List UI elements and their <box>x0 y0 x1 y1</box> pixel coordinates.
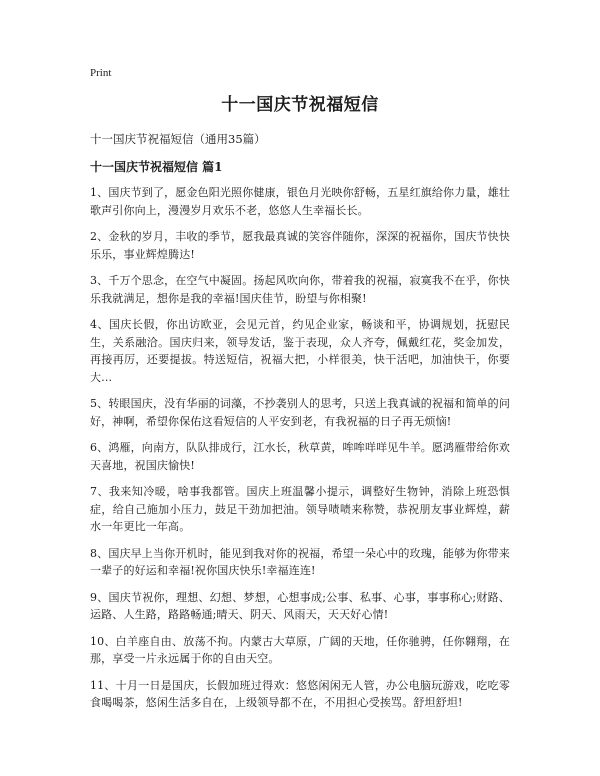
paragraph-1: 1、国庆节到了，愿金色阳光照你健康，银色月光映你舒畅，五星红旗给你力量，雄壮歌声引你向上，漫漫岁月欢乐不老，悠悠人生幸福长长。 <box>90 186 510 217</box>
document-title: 十一国庆节祝福短信 <box>221 95 379 115</box>
paragraph-6: 6、鸿雁，向南方，队队排成行，江水长，秋草黄，哞哞咩咩见牛羊。愿鸿雁带给你欢天喜地，祝国庆愉快! <box>90 441 510 472</box>
paragraph-3: 3、千万个思念，在空气中凝固。扬起风吹向你，带着我的祝福，寂寞我不在乎，你快乐我就满足，想你是我的幸福!国庆佳节，盼望与你相聚! <box>90 274 510 305</box>
paragraph-7: 7、我来知冷暖，啥事我都管。国庆上班温馨小提示，调整好生物钟，消除上班恐惧症，给自己施加小压力，鼓足干劲加把油。领导啧啧来称赞，恭祝朋友事业辉煌，薪水一年更比一年高。 <box>90 485 510 533</box>
print-link[interactable]: Print <box>90 67 112 79</box>
document-subtitle: 十一国庆节祝福短信（通用35篇） <box>90 132 266 146</box>
paragraph-11: 11、十月一日是国庆，长假加班过得欢：悠悠闲闲无人管，办公电脑玩游戏，吃吃零食喝喝茶，悠闲生活多自在，上级领导都不在，不用担心受挨骂。舒坦舒坦! <box>90 678 510 709</box>
section-heading: 十一国庆节祝福短信 篇1 <box>90 160 223 174</box>
paragraph-8: 8、国庆早上当你开机时，能见到我对你的祝福，希望一朵心中的玫瑰，能够为你带来一辈子的好运和幸福!祝你国庆快乐!幸福连连! <box>90 546 510 577</box>
paragraph-10: 10、白羊座自由、放荡不拘。内蒙古大草原，广阔的天地，任你驰骋，任你翱翔，在那，享受一片永远属于你的自由天空。 <box>90 634 510 665</box>
paragraph-2: 2、金秋的岁月，丰收的季节，愿我最真诚的笑容伴随你，深深的祝福你，国庆节快快乐乐，事业辉煌腾达! <box>90 230 510 261</box>
paragraph-9: 9、国庆节祝你，理想、幻想、梦想，心想事成;公事、私事、心事，事事称心;财路、运路、人生路，路路畅通;晴天、阴天、风雨天，天天好心情! <box>90 590 510 621</box>
paragraph-list <box>90 184 510 712</box>
paragraph-4: 4、国庆长假，你出访欧亚，会见元首，约见企业家，畅谈和平，协调规划，抚慰民生，关系融洽。国庆归来，领导发话，鉴于表现，众人齐夸，佩戴红花，奖金加发，再接再厉，还要提拔。特送短信，祝福大把，小样很美，快干活吧，加油快干，你要大… <box>90 318 510 384</box>
paragraph-5: 5、转眼国庆，没有华丽的词藻，不抄袭别人的思考，只送上我真诚的祝福和简单的问好，神啊，希望你保佑这看短信的人平安到老，有我祝福的日子再无烦恼! <box>90 397 510 428</box>
